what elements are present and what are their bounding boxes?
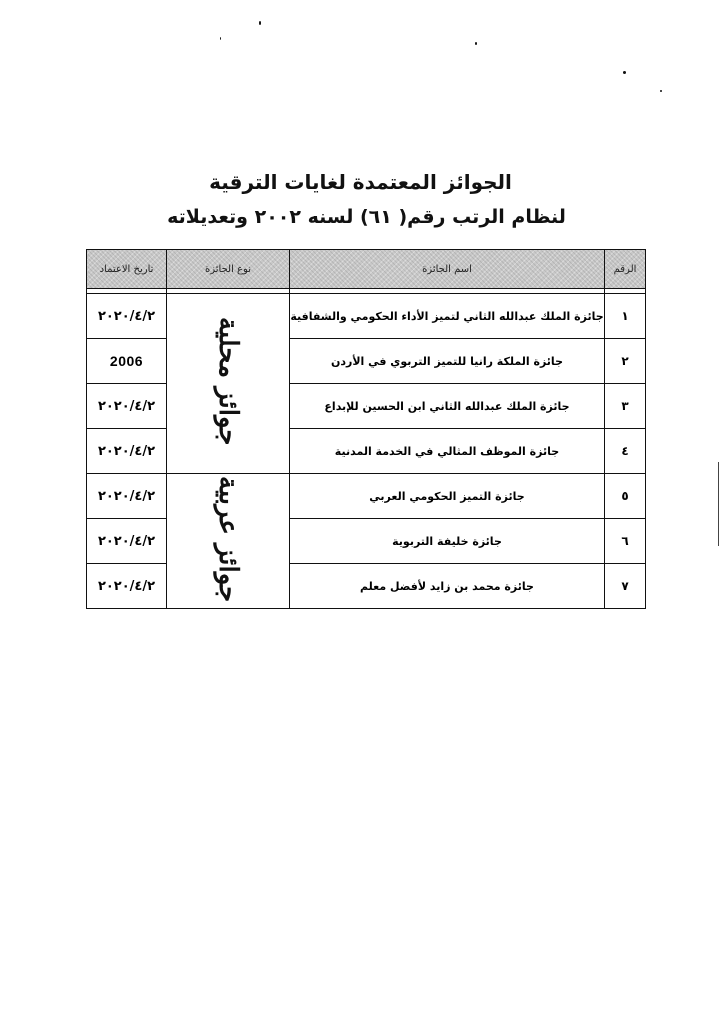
document-subtitle: لنظام الرتب رقم( ٦١) لسنه ٢٠٠٢ وتعديلاته [167, 206, 566, 228]
approval-date: ٢٠٢٠/٤/٢ [87, 429, 167, 474]
approval-date: 2006 [87, 339, 167, 384]
header-award-type: نوع الجائزة [167, 250, 290, 289]
table-row [87, 474, 646, 519]
award-type-arab [167, 474, 290, 609]
award-name: جائزة الموظف المثالي في الخدمة المدنية [290, 429, 605, 474]
header-award-name: اسم الجائزة [290, 250, 605, 289]
award-type-label: جوائز محلية [213, 317, 243, 446]
row-number: ٣ [605, 384, 646, 429]
row-number: ٥ [605, 474, 646, 519]
award-name: جائزة الملك عبدالله الثاني لتميز الأداء الحكومي والشفافية [290, 294, 605, 339]
award-name: جائزة محمد بن زايد لأفضل معلم [290, 564, 605, 609]
award-name: جائزة الملك عبدالله الثاني ابن الحسين للإبداع [290, 384, 605, 429]
scan-speck [259, 21, 261, 25]
table-row [87, 294, 646, 339]
header-approval-date: تاريخ الاعتماد [87, 250, 167, 289]
approval-date: ٢٠٢٠/٤/٢ [87, 474, 167, 519]
row-number: ١ [605, 294, 646, 339]
award-name: جائزة خليفة التربوية [290, 519, 605, 564]
row-number: ٦ [605, 519, 646, 564]
approval-date: ٢٠٢٠/٤/٢ [87, 294, 167, 339]
approval-date: ٢٠٢٠/٤/٢ [87, 384, 167, 429]
scan-speck [475, 42, 477, 45]
table-header-row [87, 250, 646, 289]
row-number: ٤ [605, 429, 646, 474]
scan-speck [660, 90, 662, 92]
document-title: الجوائز المعتمدة لغايات الترقية [209, 170, 512, 194]
award-type-local [167, 294, 290, 474]
scan-speck [220, 37, 221, 40]
awards-table [86, 249, 646, 609]
scan-speck [623, 71, 626, 74]
page-edge-mark [718, 462, 719, 546]
award-type-label: جوائز عربية [213, 475, 243, 603]
award-name: جائزة الملكة رانيا للتميز التربوي في الأردن [290, 339, 605, 384]
row-number: ٧ [605, 564, 646, 609]
approval-date: ٢٠٢٠/٤/٢ [87, 564, 167, 609]
approval-date: ٢٠٢٠/٤/٢ [87, 519, 167, 564]
header-number: الرقم [605, 250, 646, 289]
award-name: جائزة التميز الحكومي العربي [290, 474, 605, 519]
row-number: ٢ [605, 339, 646, 384]
